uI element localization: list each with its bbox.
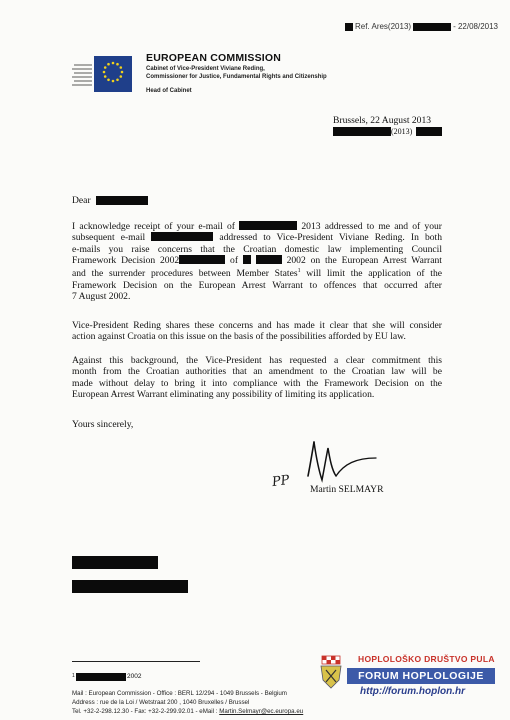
footer-contact: Tel. +32-2-298.12.30 - Fax: +32-2-299.92.01 - eMail : Martin.Selmayr@ec.europa.eu [72,708,304,715]
reference-number: (2013) [391,127,413,136]
signature-initials: PP [271,472,291,491]
redaction-block [76,673,126,681]
redaction-block [179,255,225,264]
cabinet-line: Cabinet of Vice-President Viviane Reding, [146,66,265,72]
redaction-block [72,580,188,593]
sender-role: Head of Cabinet [146,88,192,94]
footnote-text: 2002 [127,673,142,680]
paragraph-receipt: I acknowledge receipt of your e-mail of 2013 addressed to me and of your subsequent e-mail addressed to Vice-President Viviane Reding. In both e-mails you raise concerns that the Croatian domestic law implementing Council Framework Decision 2002 of 2002 on the European Arrest Warrant and the surrender procedures between Member States$^1$ will limit the application of the Framework Decision on the European Arrest Warrant to offences that occurred after 7 August 2002. [72,221,442,302]
cabinet-line: Commissioner for Justice, Fundamental Rights and Citizenship [146,74,327,80]
european-commission-logo-icon [72,54,134,94]
salutation: Dear [72,195,91,206]
redaction-block [416,127,442,136]
footer-address: Address : rue de la Loi / Wetstraat 200 , 1040 Bruxelles / Brussel [72,699,250,706]
watermark-forum: FORUM HOPLOLOGIJE [347,668,495,684]
place-date: Brussels, 22 August 2013 [333,115,432,126]
footer-mail: Mail : European Commission - Office : BERL 12/294 - 1049 Brussels - Belgium [72,690,287,697]
club-crest-icon [318,654,344,690]
footer-email-link[interactable]: Martin.Selmayr@ec.europa.eu [219,708,304,715]
organization-name: EUROPEAN COMMISSION [146,52,282,64]
redaction-block [256,255,282,264]
handwritten-signature-icon [300,436,380,486]
watermark-society: HOPLOLOŠKO DRUŠTVO PULA [358,654,495,664]
redaction-block [96,196,148,205]
redaction-block [345,23,353,31]
redaction-block [333,127,391,136]
paragraph-commitment: Against this background, the Vice-President has requested a clear commitment this month from the Croatian authorities that an amendment to the Croatian law will be made without delay to bring it into compliance with the Framework Decision on the European Arrest Warrant eliminating any possibility of limiting its application. [72,355,442,400]
redaction-block [239,221,297,230]
signatory-name: Martin SELMAYR [310,484,384,495]
redaction-block [72,556,158,569]
footnote-divider [72,661,200,662]
redaction-block [151,232,213,241]
footnote-number: 1 [72,673,75,679]
redaction-block [413,23,451,31]
watermark-url[interactable]: http://forum.hoplon.hr [360,686,465,697]
closing: Yours sincerely, [72,419,134,430]
redaction-block [243,255,251,264]
document-reference: Ref. Ares(2013) - 22/08/2013 [345,22,498,31]
paragraph-concerns: Vice-President Reding shares these concerns and has made it clear that she will consider action against Croatia on this issue on the basis of the possibilities afforded by EU law. [72,320,442,343]
